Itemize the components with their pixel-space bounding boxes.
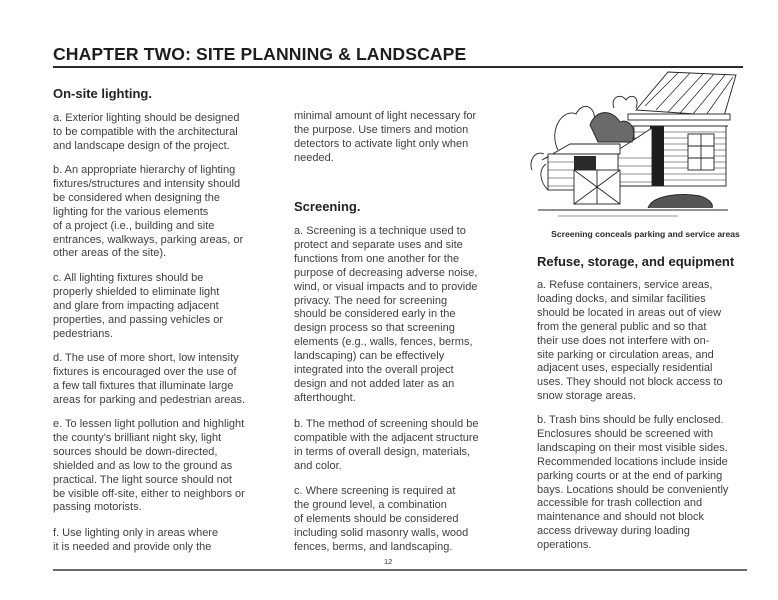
- paragraph-line: a. Exterior lighting should be designed: [53, 112, 240, 124]
- paragraph-line: be visible off-site, either to neighbors or: [53, 487, 245, 500]
- lighting-item-e: [53, 418, 245, 515]
- paragraph-line: from the general public and so that: [537, 320, 707, 333]
- paragraph-line: fences, berms, and landscaping.: [294, 540, 453, 553]
- paragraph-line: needed.: [294, 151, 334, 164]
- paragraph-line: passing motorists.: [53, 501, 142, 514]
- figure-caption: Screening conceals parking and service areas: [551, 229, 740, 239]
- refuse-item-b: [537, 414, 728, 553]
- paragraph-line: should be located in areas out of view: [537, 306, 722, 319]
- paragraph-line: lighting for the various elements: [53, 205, 209, 218]
- paragraph-line: protect and separate uses and site: [294, 238, 463, 251]
- paragraph-line: fixtures is encouraged over the use of: [53, 365, 237, 378]
- paragraph-line: accessible for trash collection and: [537, 497, 703, 510]
- paragraph-line: practical. The light source should not: [53, 473, 232, 486]
- paragraph-line: e. To lessen light pollution and highlight: [53, 418, 245, 430]
- paragraph-line: areas for parking and pedestrian areas.: [53, 393, 246, 406]
- paragraph-line: shielded and as low to the ground as: [53, 459, 233, 472]
- screening-item-b: [294, 418, 479, 474]
- paragraph-line: their use does not interfere with on-: [537, 334, 710, 347]
- paragraph-line: pedestrians.: [53, 327, 113, 340]
- paragraph-line: design and not added later as an: [294, 377, 455, 390]
- paragraph-line: site parking or circulation areas, and: [537, 348, 714, 361]
- paragraph-line: properties, and passing vehicles or: [53, 313, 223, 326]
- paragraph-line: functions from one another for the: [294, 252, 460, 265]
- paragraph-line: purpose of decreasing adverse noise,: [294, 266, 478, 279]
- paragraph-line: uses. They should not block access to: [537, 376, 723, 389]
- paragraph-line: the purpose. Use timers and motion: [294, 123, 469, 136]
- paragraph-line: to be compatible with the architectural: [53, 125, 238, 138]
- paragraph-line: of elements should be considered: [294, 512, 459, 525]
- screening-item-a: [294, 225, 477, 406]
- lighting-item-f-continued: [294, 110, 476, 166]
- paragraph-line: including solid masonry walls, wood: [294, 526, 469, 539]
- paragraph-line: and color.: [294, 459, 342, 472]
- header-rule: [53, 66, 743, 68]
- paragraph-line: landscaping on their most visible sides.: [537, 441, 728, 454]
- lighting-item-d: [53, 352, 245, 408]
- paragraph-line: other areas of the site).: [53, 247, 167, 260]
- paragraph-line: access driveway during loading: [537, 525, 690, 538]
- paragraph-line: privacy. The need for screening: [294, 294, 448, 307]
- paragraph-line: f. Use lighting only in areas where: [53, 527, 219, 539]
- paragraph-line: landscaping) can be effectively: [294, 350, 445, 363]
- paragraph-line: adjacent uses, especially residential: [537, 362, 713, 375]
- paragraph-line: and landscape design of the project.: [53, 139, 230, 152]
- paragraph-line: parking courts or at the end of parking: [537, 469, 723, 482]
- lighting-item-a: [53, 112, 240, 154]
- paragraph-line: d. The use of more short, low intensity: [53, 352, 239, 364]
- paragraph-line: loading docks, and similar facilities: [537, 292, 706, 305]
- lighting-item-b: [53, 164, 243, 261]
- paragraph-line: wind, or visual impacts and to provide: [294, 280, 478, 293]
- paragraph-line: c. All lighting fixtures should be: [53, 272, 204, 284]
- paragraph-line: integrated into the overall project: [294, 364, 454, 377]
- page-number: 12: [384, 557, 393, 566]
- paragraph-line: detectors to activate light only when: [294, 137, 469, 150]
- paragraph-line: of a project (i.e., building and site: [53, 219, 215, 232]
- paragraph-line: operations.: [537, 539, 592, 552]
- paragraph-line: sources should be down-directed,: [53, 445, 218, 458]
- paragraph-line: minimal amount of light necessary for: [294, 110, 477, 122]
- paragraph-line: design process so that screening: [294, 322, 455, 335]
- paragraph-line: the county's brilliant night sky, light: [53, 431, 222, 444]
- lighting-item-f: [53, 527, 218, 555]
- paragraph-line: properly shielded to eliminate light: [53, 285, 220, 298]
- paragraph-line: afterthought.: [294, 391, 356, 404]
- paragraph-line: maintenance and should not block: [537, 511, 704, 524]
- paragraph-line: bays. Locations should be conveniently: [537, 483, 729, 496]
- paragraph-line: b. An appropriate hierarchy of lighting: [53, 164, 236, 176]
- paragraph-line: be considered when designing the: [53, 191, 220, 204]
- paragraph-line: in terms of overall design, materials,: [294, 445, 471, 458]
- paragraph-line: c. Where screening is required at: [294, 485, 456, 497]
- paragraph-line: a. Screening is a technique used to: [294, 225, 466, 237]
- paragraph-line: should be considered early in the: [294, 308, 456, 321]
- paragraph-line: it is needed and provide only the: [53, 540, 212, 553]
- screening-item-c: [294, 485, 468, 555]
- paragraph-line: entrances, walkways, parking areas, or: [53, 233, 244, 246]
- paragraph-line: Recommended locations include inside: [537, 455, 728, 468]
- paragraph-line: the ground level, a combination: [294, 498, 447, 511]
- paragraph-line: b. Trash bins should be fully enclosed.: [537, 414, 724, 426]
- paragraph-line: and glare from impacting adjacent: [53, 299, 219, 312]
- chapter-title: CHAPTER TWO: SITE PLANNING & LANDSCAPE: [53, 44, 467, 64]
- section-heading-refuse: Refuse, storage, and equipment: [537, 254, 735, 269]
- section-heading-screening: Screening.: [294, 199, 361, 214]
- paragraph-line: b. The method of screening should be: [294, 418, 479, 430]
- refuse-item-a: [537, 279, 723, 404]
- paragraph-line: a. Refuse containers, service areas,: [537, 279, 713, 291]
- paragraph-line: compatible with the adjacent structure: [294, 431, 479, 444]
- section-heading-lighting: On-site lighting.: [53, 86, 152, 101]
- paragraph-line: fixtures/structures and intensity should: [53, 177, 241, 190]
- screening-illustration: [528, 70, 748, 220]
- lighting-item-c: [53, 272, 223, 342]
- footer-rule: [53, 569, 747, 571]
- paragraph-line: elements (e.g., walls, fences, berms,: [294, 336, 473, 349]
- paragraph-line: snow storage areas.: [537, 390, 637, 403]
- paragraph-line: a few tall fixtures that illuminate large: [53, 379, 234, 392]
- paragraph-line: Enclosures should be screened with: [537, 427, 714, 440]
